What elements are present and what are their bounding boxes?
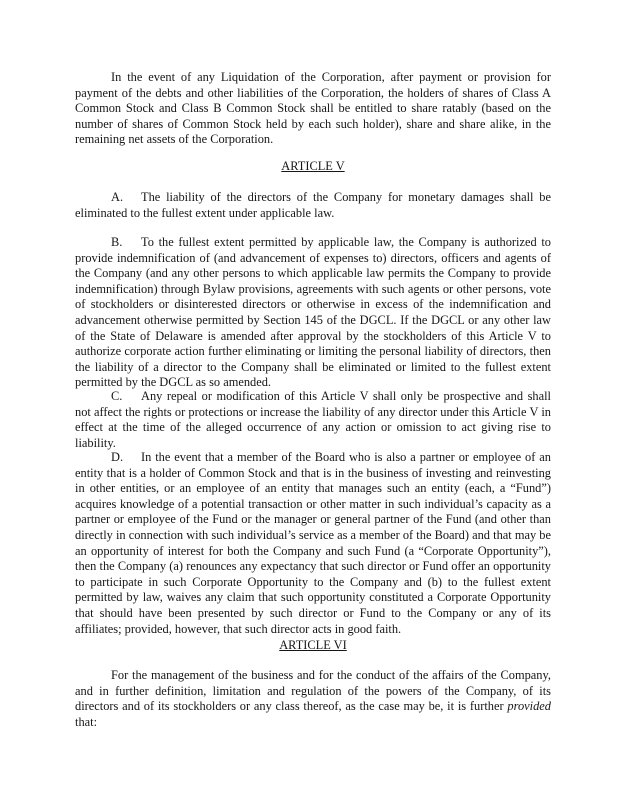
intro-paragraph	[75, 70, 551, 148]
article-v-heading: ARTICLE V	[281, 159, 345, 173]
section-d-text: In the event that a member of the Board who is also a partner or employee of an entity that is a holder of Common Stock and that is in the business of investing and reinvesting in other entities, or an employee of an entity that manages such an entity (each, a “Fund”) acquires knowledge of a potential transaction or other matter in such individual’s capacity as a partner or employee of the Fund or the manager or general partner of the Fund (and other than directly in connection with such individual’s service as a member of the Board) and that may be an opportunity of interest for both the Company and such Fund (a “Corporate Opportunity”), then the Company (a) renounces any expectancy that such director or Fund offer an opportunity to participate in such Corporate Opportunity to the Company and (b) to the fullest extent permitted by law, waives any claim that such opportunity constituted a Corporate Opportunity that should have been presented by such director or Fund to the Company or any of its affiliates; provided, however, that such director acts in good faith.	[75, 450, 551, 636]
article-vi-text: For the management of the business and for the conduct of the affairs of the Company, and in further definition, limitation and regulation of the powers of the Company, of its directors and of its stockholders or any class thereof, as the case may be, it is further	[75, 668, 551, 714]
section-c-text: Any repeal or modification of this Article V shall only be prospective and shall not affect the rights or protections or increase the liability of any director under this Article V in effect at the time of the alleged occurrence of any action or omission to act giving rise to liability.	[75, 389, 551, 450]
section-a-text: The liability of the directors of the Company for monetary damages shall be eliminated to the fullest extent under applicable law.	[75, 190, 551, 220]
section-c-label: C.	[111, 389, 123, 403]
article-v-section-d	[75, 450, 551, 637]
article-vi-heading: ARTICLE VI	[279, 638, 347, 652]
article-vi-paragraph	[75, 668, 551, 730]
section-b-label: B.	[111, 235, 123, 249]
article-v-section-b	[75, 235, 551, 391]
intro-text: In the event of any Liquidation of the Corporation, after payment or provision for payment of the debts and other liabilities of the Corporation, the holders of shares of Class A Common Stock and Class B Common Stock shall be entitled to share ratably (based on the number of shares of Common Stock held by each such holder), share and share alike, in the remaining net assets of the Corporation.	[75, 70, 551, 147]
section-a-label: A.	[111, 190, 124, 204]
section-d-label: D.	[111, 450, 124, 464]
article-v-section-c	[75, 389, 551, 451]
section-b-text: To the fullest extent permitted by applicable law, the Company is authorized to provide indemnification of (and advancement of expenses to) directors, officers and agents of the Company (and any other persons to which applicable law permits the Company to provide indemnification) through Bylaw provisions, agreements with such agents or other persons, vote of stockholders or disinterested directors or otherwise in excess of the indemnification and advancement otherwise permitted by Section 145 of the DGCL. If the DGCL or any other law of the State of Delaware is amended after approval by the stockholders of this Article V to authorize corporate action further eliminating or limiting the personal liability of directors, then the liability of a director to the Company shall be eliminated or limited to the fullest extent permitted by the DGCL as so amended.	[75, 235, 551, 390]
article-v-section-a	[75, 190, 551, 221]
provided-emphasis: provided	[507, 699, 551, 714]
article-vi-tail: that:	[75, 714, 98, 729]
